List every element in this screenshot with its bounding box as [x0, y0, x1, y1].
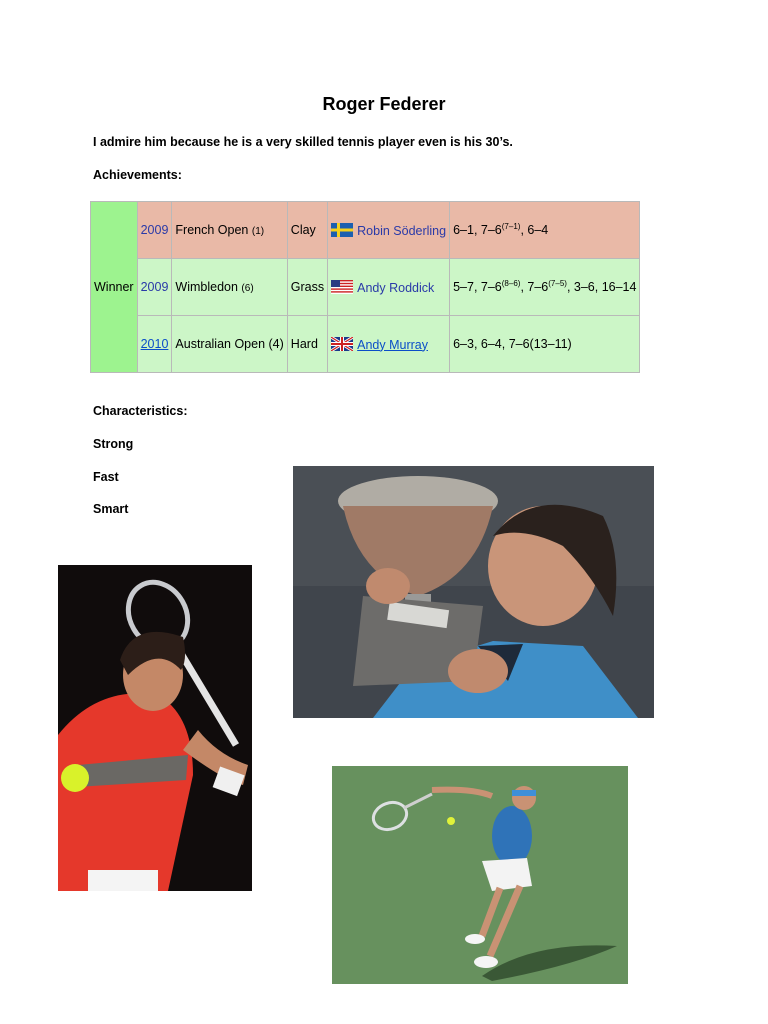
- year-cell[interactable]: 2009: [137, 202, 172, 259]
- page-title: Roger Federer: [322, 94, 446, 114]
- surface-cell: Clay: [287, 202, 327, 259]
- table-row: [91, 202, 640, 259]
- characteristic-item: Strong: [93, 437, 134, 451]
- backhand-photo-image: [58, 565, 252, 891]
- year-cell[interactable]: 2009: [137, 259, 172, 316]
- score-cell: 6–1, 7–6$^{(7-1)}$, 6–4: [450, 202, 640, 259]
- achievements-table: [90, 201, 640, 373]
- tournament-cell: French Open (1): [172, 202, 287, 259]
- characteristics-heading: Characteristics:: [93, 404, 188, 418]
- surface-cell: Hard: [287, 316, 327, 373]
- intro-text: I admire him because he is a very skilled tennis player even is his 30’s.: [93, 135, 513, 149]
- opponent-link[interactable]: Andy Murray: [357, 337, 428, 352]
- tournament-cell: Australian Open (4): [172, 316, 287, 373]
- sweden-flag-icon: [331, 223, 353, 237]
- table-row: [91, 316, 640, 373]
- usa-flag-icon: [331, 280, 353, 294]
- characteristic-item: Fast: [93, 470, 119, 484]
- opponent-cell[interactable]: [328, 316, 450, 373]
- serve-photo-image: [332, 766, 628, 984]
- backhand-photo: [58, 565, 252, 891]
- serve-photo: [332, 766, 628, 984]
- opponent-cell[interactable]: [328, 202, 450, 259]
- uk-flag-icon: [331, 337, 353, 351]
- achievements-heading: Achievements:: [93, 168, 182, 182]
- score-cell: 6–3, 6–4, 7–6(13–11): [450, 316, 640, 373]
- characteristic-item: Smart: [93, 502, 129, 516]
- tournament-cell: Wimbledon (6): [172, 259, 287, 316]
- opponent-link[interactable]: Andy Roddick: [357, 280, 435, 295]
- table-row: [91, 259, 640, 316]
- opponent-link[interactable]: Robin Söderling: [357, 223, 447, 238]
- trophy-photo-image: [293, 466, 654, 718]
- score-cell: 5–7, 7–6$^{(8-6)}$, 7–6$^{(7-5)}$, 3–6, 16–14: [450, 259, 640, 316]
- surface-cell: Grass: [287, 259, 327, 316]
- trophy-photo: [293, 466, 654, 718]
- result-cell: Winner: [91, 202, 138, 373]
- opponent-cell[interactable]: [328, 259, 450, 316]
- year-cell[interactable]: 2010: [137, 316, 172, 373]
